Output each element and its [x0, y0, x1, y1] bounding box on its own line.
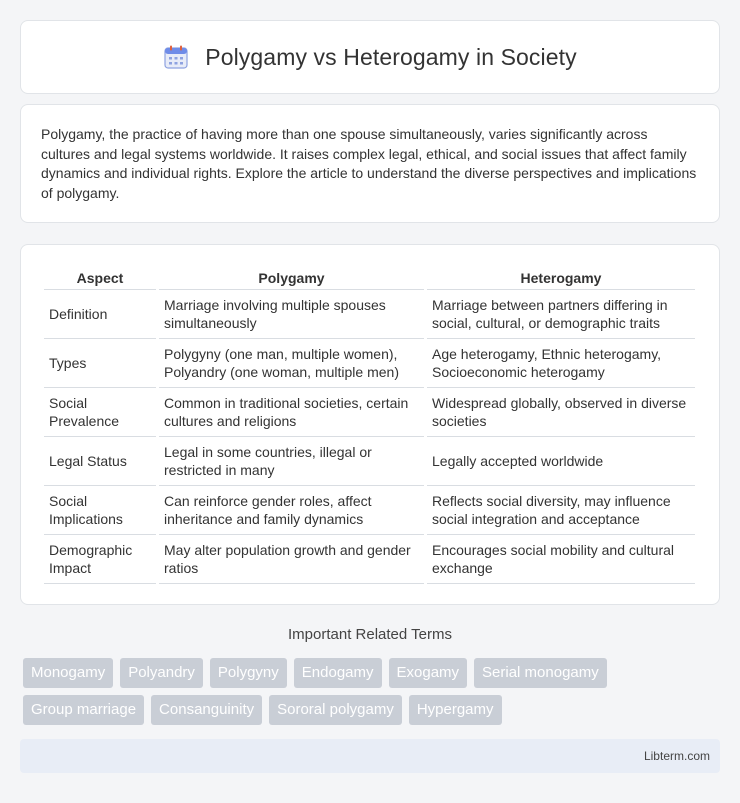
table-cell-heterogamy: Encourages social mobility and cultural exchange	[427, 535, 695, 584]
table-cell-polygamy: Polygyny (one man, multiple women), Polyandry (one woman, multiple men)	[159, 339, 424, 388]
column-header-polygamy: Polygamy	[159, 263, 424, 290]
table-row	[44, 535, 695, 584]
tag-consanguinity[interactable]: Consanguinity	[151, 695, 262, 725]
tag-sororal-polygamy[interactable]: Sororal polygamy	[269, 695, 402, 725]
tag-hypergamy[interactable]: Hypergamy	[409, 695, 502, 725]
table-row	[44, 339, 695, 388]
table-row	[44, 388, 695, 437]
related-terms-list	[23, 658, 723, 725]
intro-paragraph: Polygamy, the practice of having more than one spouse simultaneously, varies significantly across cultures and legal systems worldwide. It raises complex legal, ethical, and social issues that affect family dynamics and individual rights. Explore the article to understand the diverse perspectives and implications of polygamy.	[41, 126, 697, 201]
column-header-heterogamy: Heterogamy	[427, 263, 695, 290]
comparison-table-card	[20, 244, 720, 605]
tag-serial-monogamy[interactable]: Serial monogamy	[474, 658, 607, 688]
table-row	[44, 290, 695, 339]
tag-polygyny[interactable]: Polygyny	[210, 658, 287, 688]
table-cell-aspect: Legal Status	[44, 437, 156, 486]
table-cell-heterogamy: Reflects social diversity, may influence social integration and acceptance	[427, 486, 695, 535]
tag-endogamy[interactable]: Endogamy	[294, 658, 382, 688]
table-cell-heterogamy: Widespread globally, observed in diverse societies	[427, 388, 695, 437]
tag-exogamy[interactable]: Exogamy	[389, 658, 468, 688]
table-cell-aspect: Demographic Impact	[44, 535, 156, 584]
table-cell-polygamy: Common in traditional societies, certain cultures and religions	[159, 388, 424, 437]
tag-monogamy[interactable]: Monogamy	[23, 658, 113, 688]
table-cell-polygamy: Legal in some countries, illegal or restricted in many	[159, 437, 424, 486]
table-cell-heterogamy: Legally accepted worldwide	[427, 437, 695, 486]
page-title: Polygamy vs Heterogamy in Society	[205, 43, 577, 70]
calendar-icon	[163, 44, 189, 70]
comparison-table	[41, 263, 698, 584]
footer	[20, 739, 720, 773]
column-header-aspect: Aspect	[44, 263, 156, 290]
table-cell-heterogamy: Marriage between partners differing in social, cultural, or demographic traits	[427, 290, 695, 339]
tag-group-marriage[interactable]: Group marriage	[23, 695, 144, 725]
tag-polyandry[interactable]: Polyandry	[120, 658, 203, 688]
intro-card	[20, 104, 720, 223]
table-cell-aspect: Types	[44, 339, 156, 388]
header-card	[20, 20, 720, 94]
related-terms-title: Important Related Terms	[288, 626, 452, 643]
table-cell-aspect: Social Prevalence	[44, 388, 156, 437]
table-cell-aspect: Definition	[44, 290, 156, 339]
table-cell-polygamy: Marriage involving multiple spouses simultaneously	[159, 290, 424, 339]
table-row	[44, 437, 695, 486]
table-header-row	[44, 263, 695, 290]
table-cell-heterogamy: Age heterogamy, Ethnic heterogamy, Socioeconomic heterogamy	[427, 339, 695, 388]
title-wrap	[163, 44, 576, 71]
table-cell-aspect: Social Implications	[44, 486, 156, 535]
table-cell-polygamy: Can reinforce gender roles, affect inheritance and family dynamics	[159, 486, 424, 535]
footer-brand[interactable]: Libterm.com	[643, 749, 710, 763]
table-row	[44, 486, 695, 535]
table-cell-polygamy: May alter population growth and gender ratios	[159, 535, 424, 584]
